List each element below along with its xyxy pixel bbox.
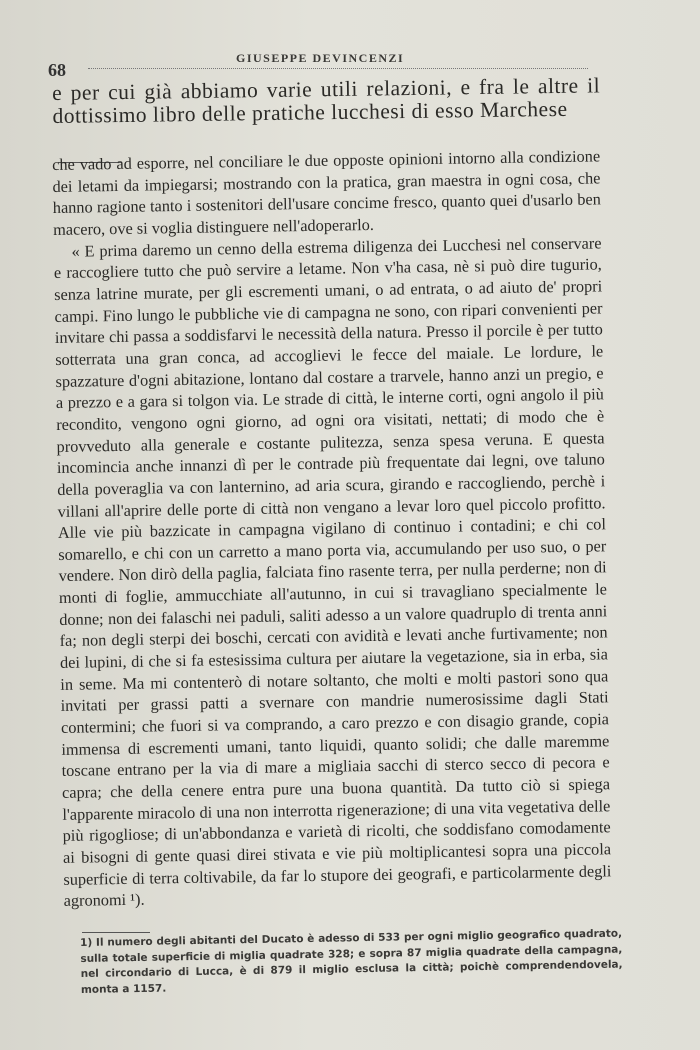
page-number: 68 — [48, 60, 66, 80]
main-text — [52, 74, 601, 128]
main-paragraph: e per cui già abbiamo varie utili relazioni, e fra le altre il dottissimo libro delle pratiche lucchesi di esso Marchese — [51, 73, 601, 128]
body-paragraph-2: « E prima daremo un cenno della estrema diligenza dei Lucchesi nel conservare e raccogliere tutto che può servire a letame. Non v'ha casa, nè si può dire tugurio, senza latrine murate, per gli escrementi umani, o ad entrata, o ad aiuto de' propri campi. Fino lungo le pubbliche vie di campagna ne sono, con ripari convenienti per invitare chi passa a soddisfarvi le necessità della natura. Presso il porcile è per tutto sotterrata una gran conca, ad accoglievi le fecce del maiale. Le lordure, le spazzature d'ogni abitazione, lontano dal costare a trarvele, hanno anzi un pregio, e a prezzo e a gara si tolgon via. Le strade di città, le interne corti, ogni angolo il più recondito, vengono ogni giorno, ad ogni ora visitati, nettati; di modo che è provveduto alla generale e costante pulitezza, senza spesa veruna. E questa incomincia anche innanzi dì per le contrade più frequentate dai legni, ove taluno della poveraglia va con lanternino, ad aria scura, girando e raccogliendo, perchè i villani all'aprire delle porte di città non vengano a levar loro quel piccolo profitto. Alle vie più bazzicate in campagna vigilano di continuo i contadini; e chi col somarello, e chi con un carretto a mano porta via, accumulando per uso suo, o per vendere. Non dirò della paglia, falciata fino rasente terra, per nulla perderne; non di monti di foglie, ammucchiate all'autunno, in cui si travagliano specialmente le donne; non dei falaschi nei paduli, saliti adesso a un valore quadruplo di trenta anni fa; non degli sterpi dei boschi, cercati con avidità e levati anche furtivamente; non dei lupini, di che si fa estesissima cultura per aiutare la vegetazione, sia in erba, sia in seme. Ma mi contenterò di notare soltanto, che molti e molti pastori sono qua invitati per grassi patti a svernare con mandrie numerosissime dagli Stati contermini; che fuori si va comprando, a caro prezzo e con disagio grande, copia immensa di escrementi umani, tanto liquidi, quanto solidi; che dalle maremme toscane entrano per la via di mare a migliaia sacchi di sterco secco di pecora e capra; che della cenere entra pure una buona quantità. Da tutto ciò si spiega l'apparente miracolo di una non interrotta rigenerazione; di una vita vegetativa delle più rigogliose; di un'abbondanza e varietà di ricolti, che soddisfano comodamente ai bisogni di gente quasi direi stivata e vie più moltiplicantesi sopra una piccola superficie di terra coltivabile, da far lo stupore dei geografi, e particolarmente degli agronomi ¹). — [53, 233, 612, 911]
body-paragraph-1: che vado ad esporre, nel conciliare le due opposte opinioni intorno alla condizione dei letami da impiegarsi; mostrando con la pratica, gran maestra in ogni cosa, che hanno ragione tanto i sostenitori dell'usare concime fresco, quanto quei d'usarlo ben macero, ove si voglia distinguere nell'adoperarlo. — [52, 146, 601, 239]
running-title: GIUSEPPE DEVINCENZI — [236, 51, 405, 65]
header-dotted-rule — [88, 68, 588, 69]
footnote: 1) Il numero degli abitanti del Ducato è adesso di 533 per ogni miglio geografico quadrato, sulla totale superficie di miglia quadrate 328; e sopra 87 miglia quadrate della campagna, nel circondario di Lucca, è di 879 il miglio esclusa la città; poichè comprendendovela, monta a 1157. — [80, 927, 623, 996]
footnote-rule — [82, 932, 150, 933]
footnote-body — [52, 145, 612, 911]
